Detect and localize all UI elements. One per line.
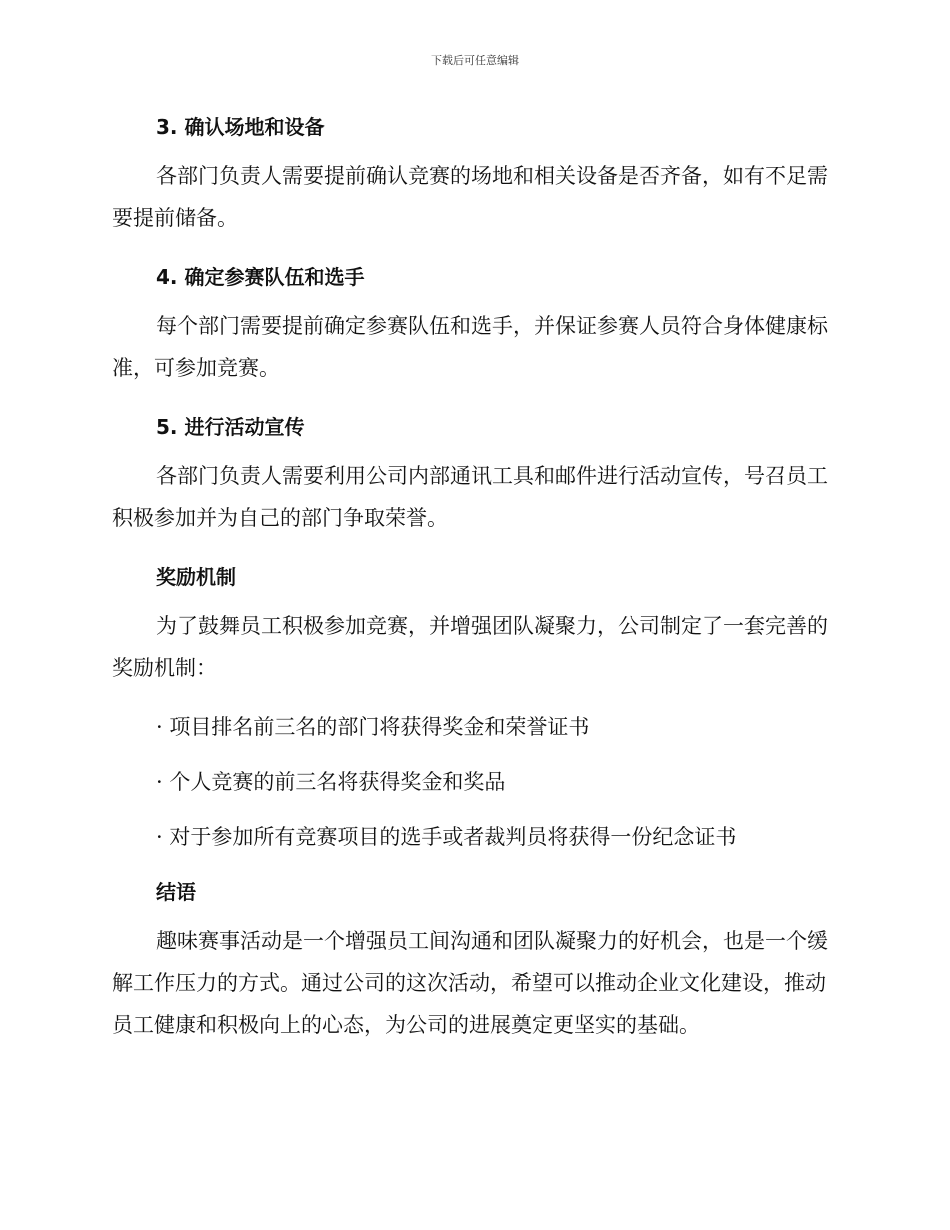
section-heading-venue-equipment: 3. 确认场地和设备: [156, 115, 325, 139]
section-heading-teams-players: 4. 确定参赛队伍和选手: [156, 265, 365, 289]
page-header: 下载后可任意编辑: [431, 54, 519, 67]
section-heading-rewards: 奖励机制: [156, 565, 236, 589]
section-heading-conclusion: 结语: [156, 880, 196, 904]
section-paragraph-teams-players: 每个部门需要提前确定参赛队伍和选手，并保证参赛人员符合身体健康标准，可参加竞赛。: [112, 314, 828, 380]
section-heading-promotion: 5. 进行活动宣传: [156, 415, 305, 439]
reward-bullet-item: · 个人竞赛的前三名将获得奖金和奖品: [156, 770, 506, 794]
reward-bullet-item: · 对于参加所有竞赛项目的选手或者裁判员将获得一份纪念证书: [156, 825, 737, 849]
section-paragraph-conclusion: 趣味赛事活动是一个增强员工间沟通和团队凝聚力的好机会，也是一个缓解工作压力的方式。通过公司的这次活动，希望可以推动企业文化建设，推动员工健康和积极向上的心态，为公司的进展奠定更坚实的基础。: [112, 929, 828, 1037]
document-body: [112, 110, 832, 1046]
section-paragraph-rewards: 为了鼓舞员工积极参加竞赛，并增强团队凝聚力，公司制定了一套完善的奖励机制：: [112, 614, 828, 680]
section-paragraph-promotion: 各部门负责人需要利用公司内部通讯工具和邮件进行活动宣传，号召员工积极参加并为自己的部门争取荣誉。: [112, 464, 828, 530]
section-paragraph-venue-equipment: 各部门负责人需要提前确认竞赛的场地和相关设备是否齐备，如有不足需要提前储备。: [112, 164, 828, 230]
reward-bullet-item: · 项目排名前三名的部门将获得奖金和荣誉证书: [156, 715, 590, 739]
